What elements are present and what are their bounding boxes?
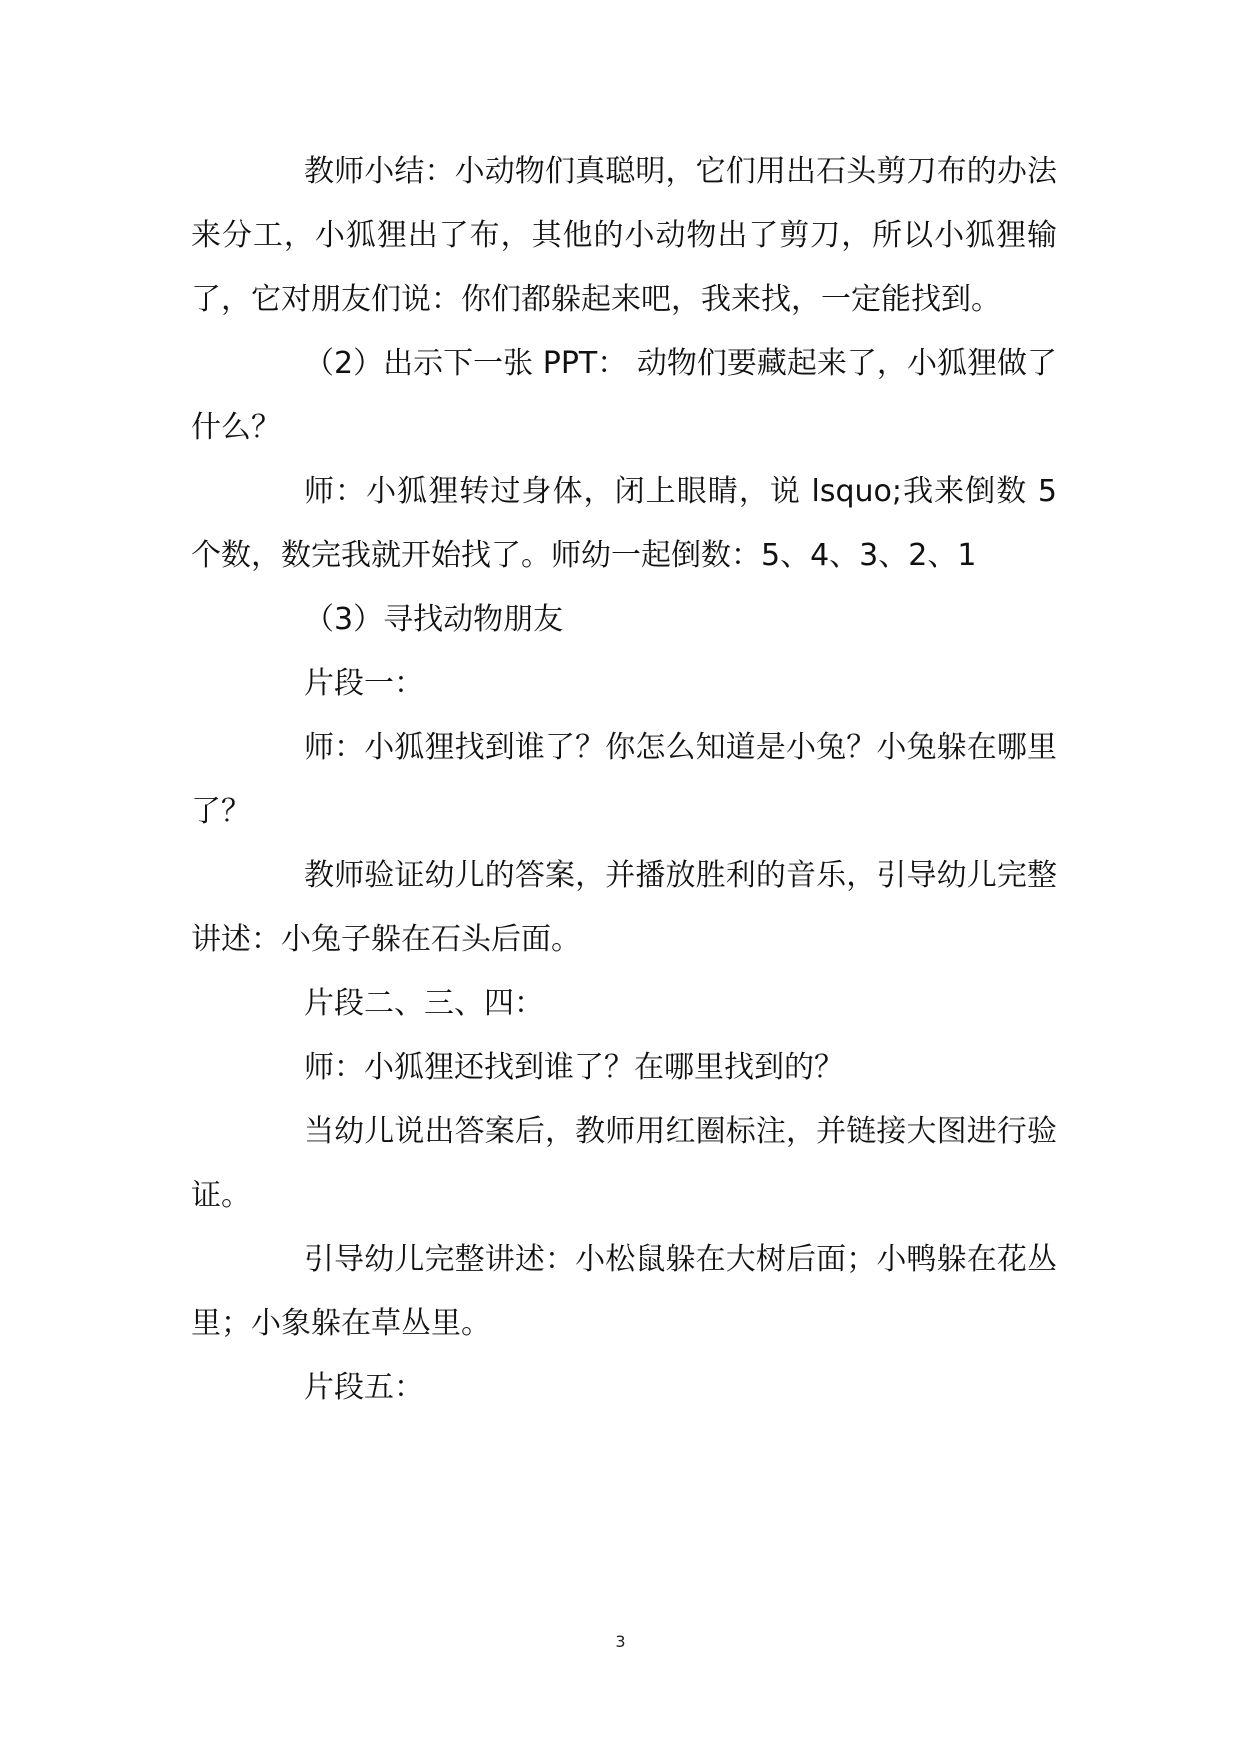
page-number: 3 [615, 1632, 626, 1651]
document-body [191, 140, 1057, 1420]
paragraph-red-circle: 当幼儿说出答案后，教师用红圈标注，并链接大图进行验证。 [191, 1114, 1057, 1213]
paragraph-segment-5: 片段五： [304, 1370, 424, 1405]
paragraph-step-2: （2）出示下一张 PPT： 动物们要藏起来了，小狐狸做了什么？ [191, 346, 1057, 445]
paragraph-complete-narration: 引导幼儿完整讲述：小松鼠躲在大树后面；小鸭躲在花丛里；小象躲在草丛里。 [191, 1242, 1057, 1341]
paragraph-question-who-else: 师：小狐狸还找到谁了？在哪里找到的？ [304, 1050, 844, 1085]
paragraph-question-rabbit: 师：小狐狸找到谁了？你怎么知道是小兔？小兔躲在哪里了？ [191, 730, 1057, 829]
paragraph-teacher-summary: 教师小结：小动物们真聪明，它们用出石头剪刀布的办法来分工，小狐狸出了布，其他的小动物出了剪刀，所以小狐狸输了，它对朋友们说：你们都躲起来吧，我来找，一定能找到。 [191, 154, 1057, 317]
paragraph-segments-2-4: 片段二、三、四： [304, 986, 544, 1021]
paragraph-segment-1: 片段一： [304, 666, 424, 701]
paragraph-countdown: 师：小狐狸转过身体，闭上眼睛，说 lsquo;我来倒数 5 个数，数完我就开始找了。师幼一起倒数：5、4、3、2、1 [191, 474, 1057, 573]
paragraph-verify-answer: 教师验证幼儿的答案，并播放胜利的音乐，引导幼儿完整讲述：小兔子躲在石头后面。 [191, 858, 1057, 957]
paragraph-step-3: （3）寻找动物朋友 [304, 602, 564, 637]
